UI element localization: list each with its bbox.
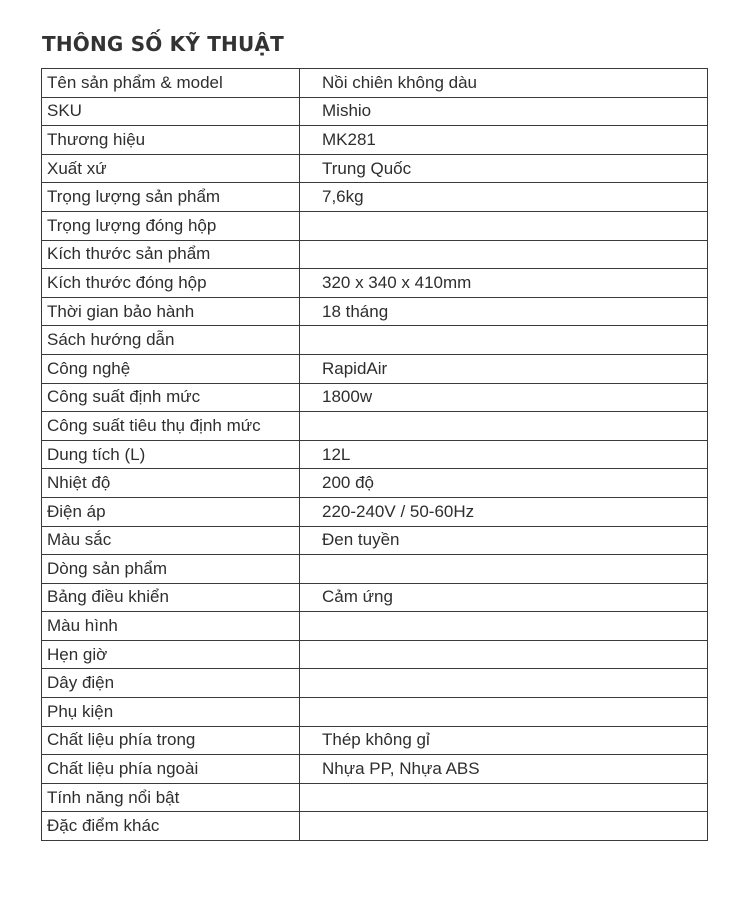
spec-value bbox=[300, 612, 708, 641]
spec-value: Trung Quốc bbox=[300, 154, 708, 183]
spec-value: Nồi chiên không dàu bbox=[300, 69, 708, 98]
table-row bbox=[42, 97, 708, 126]
table-row bbox=[42, 526, 708, 555]
spec-value bbox=[300, 783, 708, 812]
table-row bbox=[42, 640, 708, 669]
table-row bbox=[42, 583, 708, 612]
table-row bbox=[42, 326, 708, 355]
table-row bbox=[42, 183, 708, 212]
spec-value: 200 độ bbox=[300, 469, 708, 498]
table-row bbox=[42, 69, 708, 98]
spec-value bbox=[300, 326, 708, 355]
spec-value bbox=[300, 412, 708, 441]
spec-table-body bbox=[42, 69, 708, 841]
spec-table bbox=[41, 68, 708, 841]
spec-value bbox=[300, 812, 708, 841]
spec-label: Màu sắc bbox=[42, 526, 300, 555]
table-row bbox=[42, 383, 708, 412]
spec-label: Chất liệu phía ngoài bbox=[42, 755, 300, 784]
spec-label: Bảng điều khiển bbox=[42, 583, 300, 612]
table-row bbox=[42, 211, 708, 240]
spec-label: Chất liệu phía trong bbox=[42, 726, 300, 755]
table-row bbox=[42, 755, 708, 784]
table-row bbox=[42, 126, 708, 155]
spec-value bbox=[300, 211, 708, 240]
spec-label: Thương hiệu bbox=[42, 126, 300, 155]
spec-value: MK281 bbox=[300, 126, 708, 155]
table-row bbox=[42, 154, 708, 183]
table-row bbox=[42, 812, 708, 841]
table-row bbox=[42, 497, 708, 526]
spec-label: Thời gian bảo hành bbox=[42, 297, 300, 326]
spec-label: Màu hình bbox=[42, 612, 300, 641]
spec-value: Cảm ứng bbox=[300, 583, 708, 612]
spec-value: 220-240V / 50-60Hz bbox=[300, 497, 708, 526]
table-row bbox=[42, 555, 708, 584]
spec-value: Đen tuyền bbox=[300, 526, 708, 555]
spec-label: SKU bbox=[42, 97, 300, 126]
spec-value: 12L bbox=[300, 440, 708, 469]
spec-label: Công nghệ bbox=[42, 354, 300, 383]
spec-label: Điện áp bbox=[42, 497, 300, 526]
spec-value: 7,6kg bbox=[300, 183, 708, 212]
table-row bbox=[42, 240, 708, 269]
spec-label: Sách hướng dẫn bbox=[42, 326, 300, 355]
spec-value: Mishio bbox=[300, 97, 708, 126]
table-row bbox=[42, 669, 708, 698]
table-row bbox=[42, 412, 708, 441]
table-row bbox=[42, 612, 708, 641]
table-row bbox=[42, 269, 708, 298]
spec-label: Đặc điểm khác bbox=[42, 812, 300, 841]
spec-label: Nhiệt độ bbox=[42, 469, 300, 498]
spec-label: Công suất định mức bbox=[42, 383, 300, 412]
spec-value: RapidAir bbox=[300, 354, 708, 383]
spec-value: 1800w bbox=[300, 383, 708, 412]
table-row bbox=[42, 297, 708, 326]
page-title: THÔNG SỐ KỸ THUẬT bbox=[42, 32, 284, 56]
spec-value bbox=[300, 240, 708, 269]
spec-value: Nhựa PP, Nhựa ABS bbox=[300, 755, 708, 784]
spec-value bbox=[300, 669, 708, 698]
spec-value bbox=[300, 640, 708, 669]
spec-label: Tên sản phẩm & model bbox=[42, 69, 300, 98]
spec-label: Phụ kiện bbox=[42, 698, 300, 727]
spec-value bbox=[300, 698, 708, 727]
spec-value bbox=[300, 555, 708, 584]
spec-label: Trọng lượng sản phẩm bbox=[42, 183, 300, 212]
spec-value: Thép không gỉ bbox=[300, 726, 708, 755]
table-row bbox=[42, 440, 708, 469]
spec-label: Xuất xứ bbox=[42, 154, 300, 183]
spec-label: Hẹn giờ bbox=[42, 640, 300, 669]
table-row bbox=[42, 783, 708, 812]
spec-label: Công suất tiêu thụ định mức bbox=[42, 412, 300, 441]
spec-label: Dây điện bbox=[42, 669, 300, 698]
spec-label: Dung tích (L) bbox=[42, 440, 300, 469]
spec-label: Tính năng nổi bật bbox=[42, 783, 300, 812]
table-row bbox=[42, 469, 708, 498]
table-row bbox=[42, 354, 708, 383]
spec-label: Trọng lượng đóng hộp bbox=[42, 211, 300, 240]
spec-label: Dòng sản phẩm bbox=[42, 555, 300, 584]
table-row bbox=[42, 698, 708, 727]
spec-label: Kích thước đóng hộp bbox=[42, 269, 300, 298]
spec-value: 18 tháng bbox=[300, 297, 708, 326]
spec-value: 320 x 340 x 410mm bbox=[300, 269, 708, 298]
spec-label: Kích thước sản phẩm bbox=[42, 240, 300, 269]
table-row bbox=[42, 726, 708, 755]
